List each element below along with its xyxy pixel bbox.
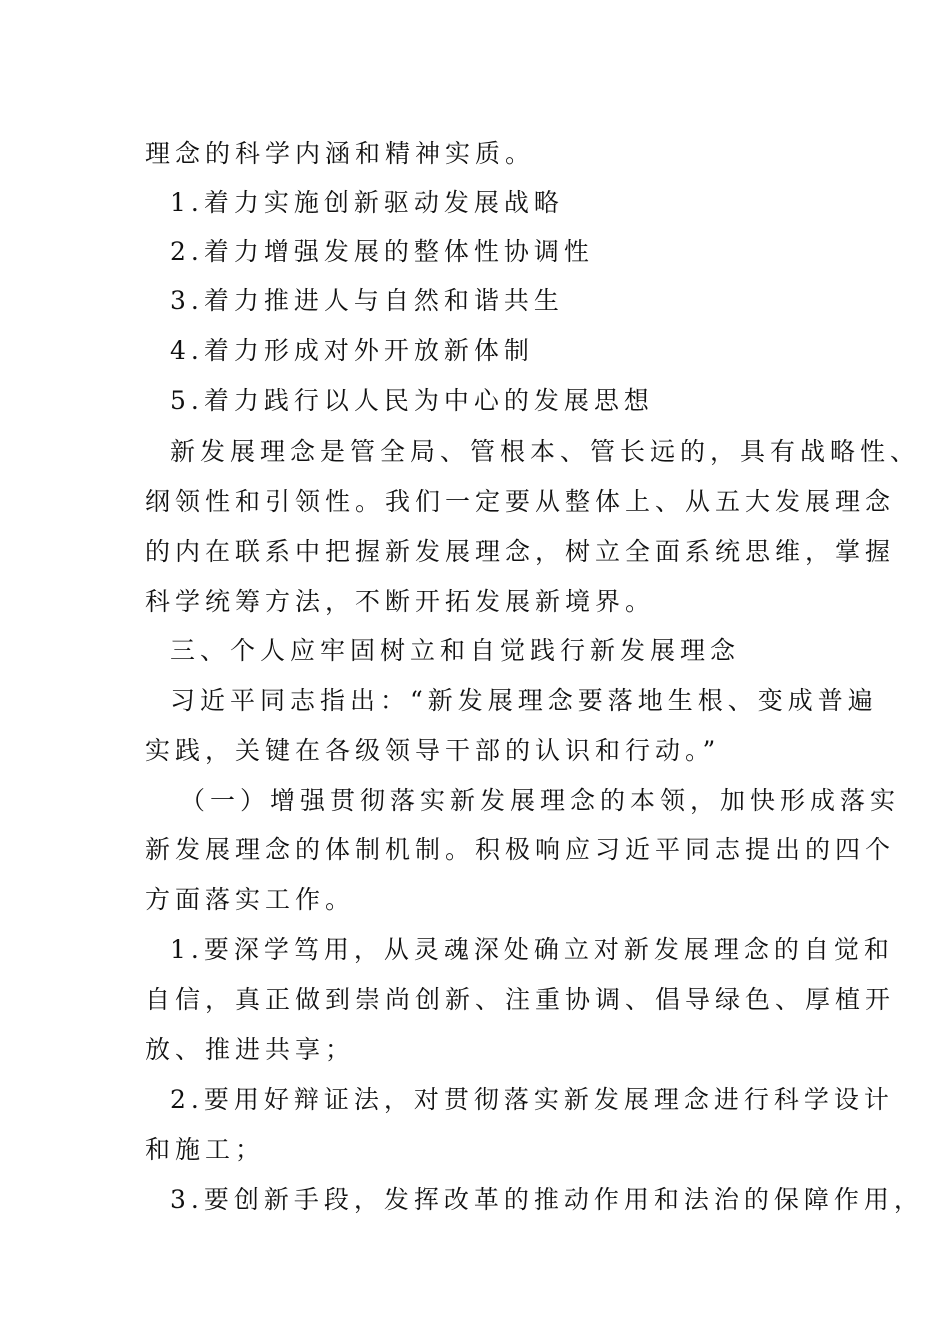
list-item: 5.着力践行以人民为中心的发展思想 <box>170 386 654 415</box>
paragraph-line: 新发展理念的体制机制。积极响应习近平同志提出的四个 <box>145 835 896 864</box>
paragraph-line: 自信，真正做到崇尚创新、注重协调、倡导绿色、厚植开 <box>145 985 896 1014</box>
paragraph-line: 实践，关键在各级领导干部的认识和行动。” <box>145 736 721 765</box>
list-item: 4.着力形成对外开放新体制 <box>170 336 534 365</box>
paragraph-line: 方面落实工作。 <box>145 885 356 914</box>
paragraph-line: 和施工； <box>145 1135 266 1164</box>
paragraph-line: 的内在联系中把握新发展理念，树立全面系统思维，掌握 <box>145 537 896 566</box>
list-item: 1.要深学笃用，从灵魂深处确立对新发展理念的自觉和 <box>170 935 894 964</box>
list-item: 1.着力实施创新驱动发展战略 <box>170 188 564 217</box>
paragraph-line: 习近平同志指出：“新发展理念要落地生根、变成普遍 <box>170 686 878 715</box>
list-item: 2.着力增强发展的整体性协调性 <box>170 237 594 266</box>
list-item: 2.要用好辩证法，对贯彻落实新发展理念进行科学设计 <box>170 1085 894 1114</box>
list-item: 3.要创新手段，发挥改革的推动作用和法治的保障作用， <box>170 1185 924 1214</box>
paragraph-line: 纲领性和引领性。我们一定要从整体上、从五大发展理念 <box>145 487 896 516</box>
paragraph-line: 科学统筹方法，不断开拓发展新境界。 <box>145 587 656 616</box>
section-heading: 三、个人应牢固树立和自觉践行新发展理念 <box>170 636 741 665</box>
paragraph-line: 理念的科学内涵和精神实质。 <box>145 139 536 168</box>
subsection-heading: （一）增强贯彻落实新发展理念的本领，加快形成落实 <box>180 786 901 815</box>
list-item: 3.着力推进人与自然和谐共生 <box>170 286 564 315</box>
paragraph-line: 放、推进共享； <box>145 1035 356 1064</box>
paragraph-line: 新发展理念是管全局、管根本、管长远的，具有战略性、 <box>170 437 921 466</box>
